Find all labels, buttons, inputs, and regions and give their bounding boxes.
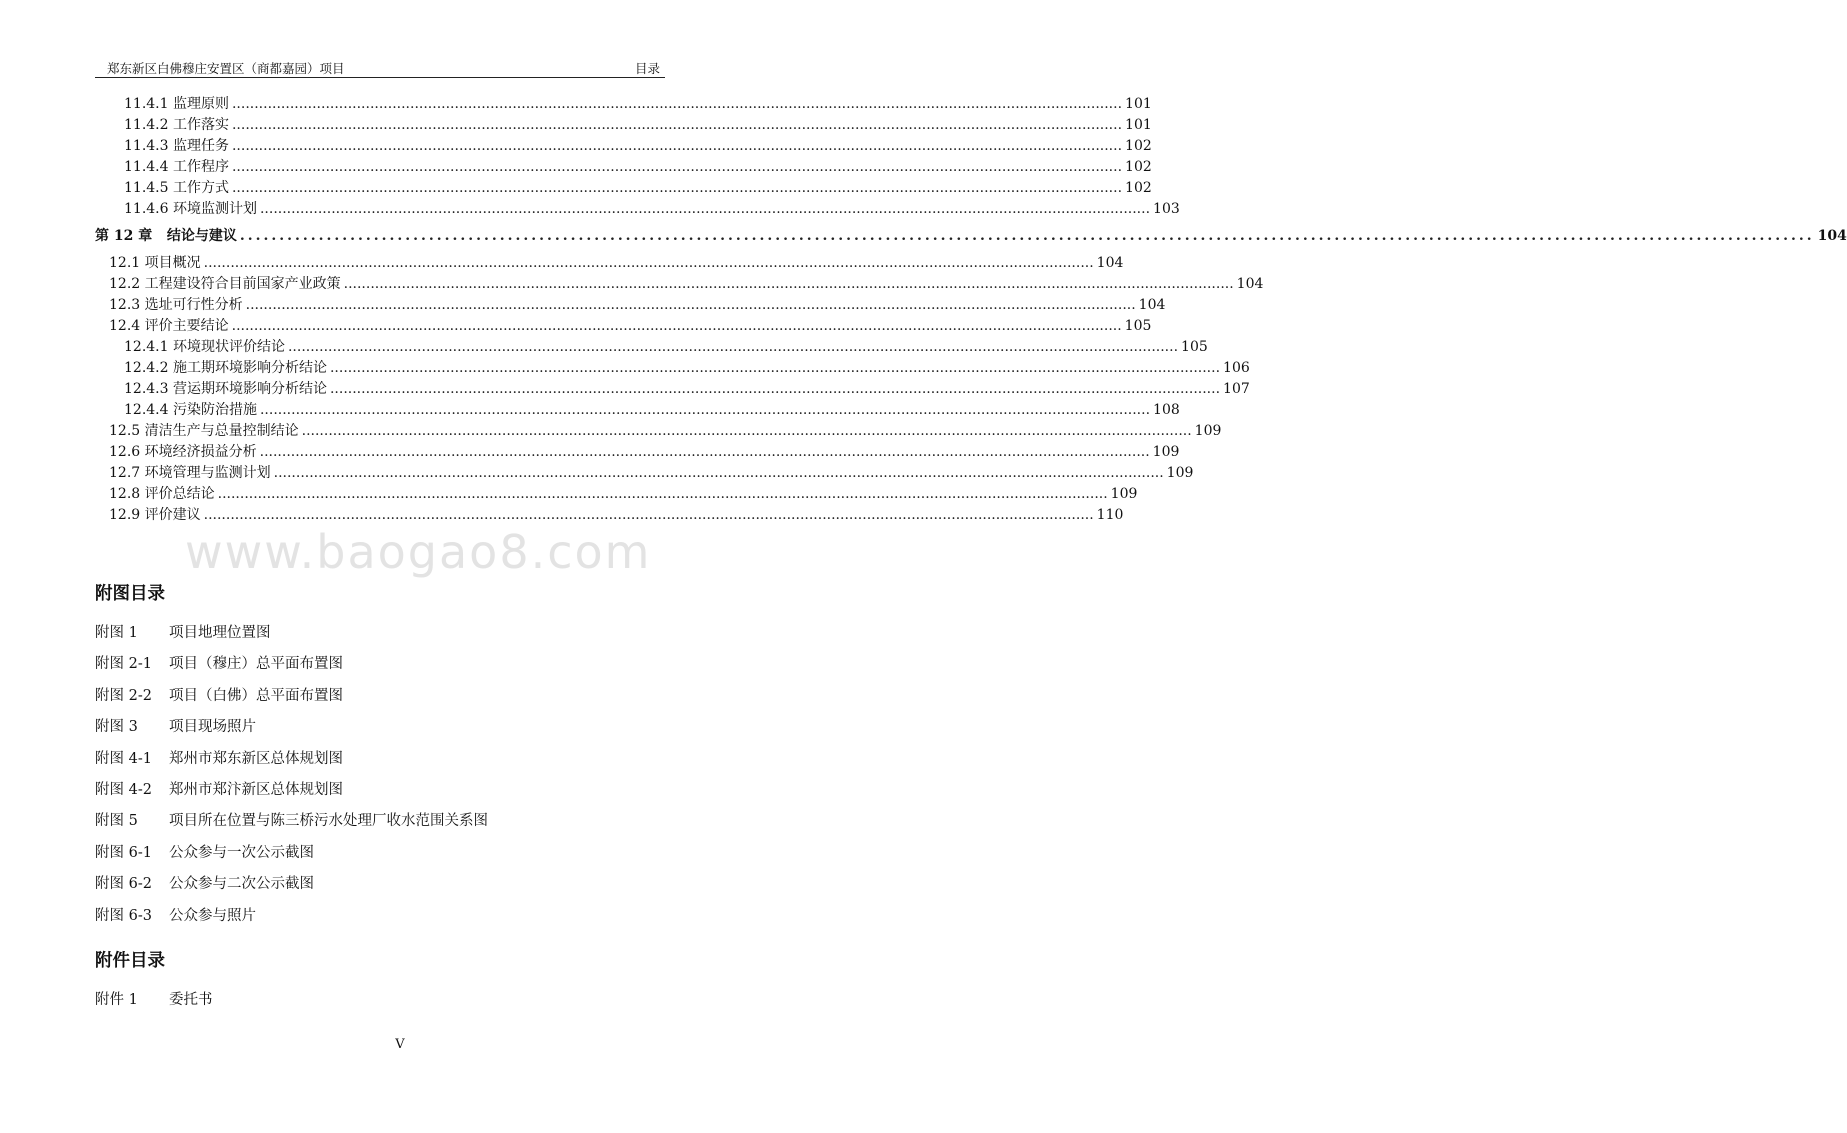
attachment-title: 委托书 xyxy=(169,992,213,1008)
toc-entry-title: 营运期环境影响分析结论 xyxy=(172,381,327,397)
toc-leader-dots: ........................................................................................................................................................................................................ xyxy=(231,96,1123,112)
figure-label: 附图 2-1 xyxy=(95,656,152,673)
toc-entry[interactable] xyxy=(95,400,1180,421)
page-number: V xyxy=(395,1037,405,1052)
toc-entry-page: 104 xyxy=(1138,297,1166,313)
figure-item xyxy=(95,681,488,712)
toc-entry-title: 工作方式 xyxy=(172,180,229,196)
figure-title: 公众参与二次公示截图 xyxy=(169,876,314,893)
toc-entry-number: 11.4.3 xyxy=(124,138,169,154)
toc-entry-page: 109 xyxy=(1152,444,1180,460)
toc-entry-number: 12.4.3 xyxy=(124,381,169,397)
watermark: www.baogao8.com xyxy=(185,525,652,579)
figure-title: 项目现场照片 xyxy=(169,719,256,736)
toc-leader-dots: ........................................................................................................................................................................................................ xyxy=(203,255,1094,271)
figure-label: 附图 6-2 xyxy=(95,876,152,893)
toc-entry-title: 监理原则 xyxy=(172,96,229,112)
figure-label: 附图 1 xyxy=(95,625,138,641)
toc-leader-dots: ........................................................................................................................................................................................................ xyxy=(329,381,1221,397)
toc-entry-number: 12.2 xyxy=(109,276,141,292)
toc-entry-number: 12.8 xyxy=(109,486,141,502)
toc-leader-dots: ........................................................................................................................................................................................................ xyxy=(259,201,1151,217)
figure-label: 附图 5 xyxy=(95,813,138,830)
toc-entry-page: 101 xyxy=(1125,117,1152,133)
toc-entry-number: 11.4.6 xyxy=(124,201,169,217)
toc-entry-page: 109 xyxy=(1166,465,1194,481)
figure-label: 附图 4-2 xyxy=(95,781,152,798)
toc-leader-dots: ........................................................................................................................................................................................................ xyxy=(245,297,1136,313)
attachment-label: 附件 1 xyxy=(95,992,138,1008)
toc-entry-number: 第 12 章 xyxy=(95,228,153,244)
toc-entry-title: 清洁生产与总量控制结论 xyxy=(144,423,299,439)
figure-title: 项目所在位置与陈三桥污水处理厂收水范围关系图 xyxy=(169,813,488,830)
toc-leader-dots: ........................................................................................................................................................................................................ xyxy=(231,159,1123,175)
figure-title: 项目（穆庄）总平面布置图 xyxy=(169,656,343,673)
toc-leader-dots: ........................................................................................................................................................................................................ xyxy=(231,117,1123,133)
toc-leader-dots: ........................................................................................................................................................................................................ xyxy=(231,138,1123,154)
toc-entry-title: 环境经济损益分析 xyxy=(144,444,257,460)
figure-label: 附图 6-3 xyxy=(95,907,152,924)
figure-title: 项目地理位置图 xyxy=(169,625,271,641)
toc-entry-number: 12.6 xyxy=(109,444,141,460)
toc-entry-page: 105 xyxy=(1181,339,1208,355)
toc-entry-title: 环境现状评价结论 xyxy=(172,339,285,355)
figure-item xyxy=(95,806,488,837)
toc-entry-title: 评价总结论 xyxy=(144,486,215,502)
toc-entry-number: 12.4 xyxy=(109,318,141,334)
attachment-item xyxy=(95,985,213,1016)
toc-entry-number: 12.5 xyxy=(109,423,141,439)
figure-label: 附图 2-2 xyxy=(95,687,152,704)
toc-entry-page: 104 xyxy=(1096,255,1124,271)
figure-item xyxy=(95,838,488,869)
toc-entry-page: 105 xyxy=(1124,318,1152,334)
toc-entry[interactable] xyxy=(95,178,1152,199)
toc-entry-title: 环境管理与监测计划 xyxy=(144,465,271,481)
toc-leader-dots: ........................................................................................................................................................................................................ xyxy=(259,444,1150,460)
toc-leader-dots: ........................................................................................................................................................................................................ xyxy=(231,318,1122,334)
toc-entry[interactable] xyxy=(95,157,1152,178)
toc-entry-title: 工作落实 xyxy=(172,117,229,133)
toc-entry-number: 11.4.1 xyxy=(124,96,169,112)
toc-entry-page: 101 xyxy=(1125,96,1152,112)
toc-entry-page: 103 xyxy=(1153,201,1180,217)
toc-entry[interactable] xyxy=(95,484,1138,505)
toc-leader-dots: ........................................................................................................................................................................................................ xyxy=(239,228,1815,244)
toc-entry[interactable] xyxy=(95,220,1847,253)
toc-entry-title: 施工期环境影响分析结论 xyxy=(172,360,327,376)
figure-item xyxy=(95,744,488,775)
toc-entry[interactable] xyxy=(95,199,1180,220)
toc-entry[interactable] xyxy=(95,316,1152,337)
figures-list xyxy=(95,618,488,932)
toc-entry-title: 工作程序 xyxy=(172,159,229,175)
toc-entry-title: 监理任务 xyxy=(172,138,229,154)
toc-entry[interactable] xyxy=(95,358,1250,379)
toc-entry[interactable] xyxy=(95,94,1152,115)
figure-item xyxy=(95,649,488,680)
figure-title: 项目（白佛）总平面布置图 xyxy=(169,687,343,704)
toc-entry[interactable] xyxy=(95,442,1180,463)
toc-leader-dots: ........................................................................................................................................................................................................ xyxy=(231,180,1123,196)
toc-entry-number: 12.1 xyxy=(109,255,141,271)
toc-entry-title: 评价建议 xyxy=(144,507,201,523)
toc-entry-number: 12.9 xyxy=(109,507,141,523)
toc-entry-number: 12.4.4 xyxy=(124,402,169,418)
toc-leader-dots: ........................................................................................................................................................................................................ xyxy=(287,339,1179,355)
toc-leader-dots: ........................................................................................................................................................................................................ xyxy=(217,486,1108,502)
toc-entry-page: 102 xyxy=(1125,138,1152,154)
toc-entry-number: 12.4.1 xyxy=(124,339,169,355)
toc-entry-title: 结论与建议 xyxy=(166,228,237,244)
page-header xyxy=(95,54,665,78)
toc-entry-title: 环境监测计划 xyxy=(172,201,257,217)
figure-title: 郑州市郑东新区总体规划图 xyxy=(169,750,343,767)
toc-entry[interactable] xyxy=(95,463,1194,484)
figure-item xyxy=(95,901,488,932)
toc-entry[interactable] xyxy=(95,505,1124,526)
toc-entry-title: 评价主要结论 xyxy=(144,318,229,334)
toc-entry-title: 污染防治措施 xyxy=(172,402,257,418)
toc-entry[interactable] xyxy=(95,274,1264,295)
toc-entry-page: 104 xyxy=(1817,228,1847,244)
header-section-title: 目录 xyxy=(634,61,660,76)
attachments-list xyxy=(95,985,213,1016)
toc-entry-number: 11.4.5 xyxy=(124,180,169,196)
toc-entry[interactable] xyxy=(95,295,1166,316)
toc-entry-title: 项目概况 xyxy=(144,255,201,271)
toc-entry[interactable] xyxy=(95,253,1124,274)
toc-entry[interactable] xyxy=(95,421,1222,442)
toc-entry-page: 102 xyxy=(1125,159,1152,175)
toc-entry-title: 工程建设符合目前国家产业政策 xyxy=(144,276,341,292)
figure-item xyxy=(95,869,488,900)
toc-entry-page: 104 xyxy=(1236,276,1264,292)
toc-entry-page: 109 xyxy=(1194,423,1222,439)
toc-entry-number: 12.3 xyxy=(109,297,141,313)
figure-item xyxy=(95,775,488,806)
toc-leader-dots: ........................................................................................................................................................................................................ xyxy=(273,465,1164,481)
toc-entry-page: 102 xyxy=(1125,180,1152,196)
toc-entry-title: 选址可行性分析 xyxy=(144,297,243,313)
toc-entry-number: 11.4.4 xyxy=(124,159,169,175)
toc-leader-dots: ........................................................................................................................................................................................................ xyxy=(259,402,1151,418)
toc-entry[interactable] xyxy=(95,136,1152,157)
toc-entry[interactable] xyxy=(95,115,1152,136)
toc-entry-page: 110 xyxy=(1096,507,1124,523)
toc-leader-dots: ........................................................................................................................................................................................................ xyxy=(329,360,1221,376)
toc-leader-dots: ........................................................................................................................................................................................................ xyxy=(203,507,1094,523)
figure-title: 郑州市郑汴新区总体规划图 xyxy=(169,781,343,798)
toc-entry-page: 108 xyxy=(1153,402,1180,418)
figure-label: 附图 3 xyxy=(95,719,138,736)
figure-label: 附图 6-1 xyxy=(95,844,152,861)
toc-entry-page: 107 xyxy=(1223,381,1250,397)
toc-entry[interactable] xyxy=(95,337,1208,358)
figure-item xyxy=(95,712,488,743)
figures-heading: 附图目录 xyxy=(95,584,165,604)
toc-entry-number: 12.4.2 xyxy=(124,360,169,376)
figure-item xyxy=(95,618,488,649)
header-project-title: 郑东新区白佛穆庄安置区（商都嘉园）项目 xyxy=(107,61,345,76)
toc-leader-dots: ........................................................................................................................................................................................................ xyxy=(301,423,1192,439)
toc-entry-number: 12.7 xyxy=(109,465,141,481)
figure-title: 公众参与一次公示截图 xyxy=(169,844,314,861)
attachments-heading: 附件目录 xyxy=(95,951,165,971)
toc-entry[interactable] xyxy=(95,379,1250,400)
toc-entry-number: 11.4.2 xyxy=(124,117,169,133)
toc-entry-page: 109 xyxy=(1110,486,1138,502)
table-of-contents xyxy=(95,94,1847,526)
figure-title: 公众参与照片 xyxy=(169,907,256,924)
toc-leader-dots: ........................................................................................................................................................................................................ xyxy=(343,276,1234,292)
toc-entry-page: 106 xyxy=(1223,360,1250,376)
figure-label: 附图 4-1 xyxy=(95,750,152,767)
